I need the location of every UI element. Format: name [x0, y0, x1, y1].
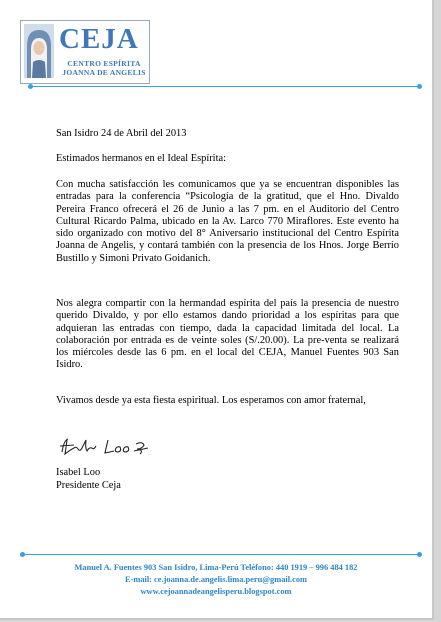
logo-brand-text: CEJA: [59, 23, 139, 55]
rule-dot: [20, 552, 25, 557]
footer-address: Manuel A. Fuentes 903 San Isidro, Lima-Perú Teléfono: 440 1919 – 996 484 182: [74, 563, 358, 572]
handwritten-signature: [58, 436, 158, 458]
rule-dot: [417, 84, 422, 89]
letter-paragraph-3: Vivamos desde ya esta fiesta espiritual. Los esperamos con amor fraternal,: [56, 395, 366, 406]
letter-paragraph-2: Nos alegra compartir con la hermandad espírita del país la presencia de nuestro querido Divaldo, y por ello estamos dando prioridad a los espíritas para que adquieran las entradas con tiempo, dada la capacidad limitada del local. La colaboración por entrada es de veinte soles (S/.20.00). La pre-venta se realizará los miércoles desde las 6 pm. en el local del CEJA, Manuel Fuentes 903 San Isidro.: [56, 298, 399, 371]
footer-website: www.cejoannadeangelisperu.blogspot.com: [140, 587, 292, 596]
portrait-icon: [24, 24, 54, 78]
footer-rule: [22, 554, 420, 555]
logo-subtitle-1: CENTRO ESPÍRITA: [67, 59, 141, 68]
letter-paragraph-1: Con mucha satisfacción les comunicamos que ya se encuentran disponibles las entradas para la conferencia “Psicología de la gratitud, que el Hno. Divaldo Pereira Franco ofrecerá el 26 de Junio a las 7 pm. en el Auditorio del Centro Cultural Ricardo Palma, ubicado en la Av. Larco 770 Miraflores. Este evento ha sido organizado con motivo del 8° Aniversario institucional del Centro Espírita Joanna de Angelis, y contará también con la presencia de los Hnos. Jorge Berrío Bustillo y Simoni Privato Goidanich.: [56, 179, 399, 264]
letter-date: San Isidro 24 de Abril del 2013: [56, 128, 187, 139]
letter-greeting: Estimados hermanos en el Ideal Espírita:: [56, 153, 226, 164]
logo-subtitle-2: JOANNA DE ANGELIS: [62, 68, 146, 77]
rule-dot: [417, 552, 422, 557]
rule-dot: [28, 84, 33, 89]
signer-title: Presidente Ceja: [56, 480, 121, 491]
signer-name: Isabel Loo: [56, 467, 101, 478]
footer-email: E-mail: ce.joanna.de.angelis.lima.peru@gmail.com: [124, 575, 308, 584]
ceja-logo: [20, 20, 150, 84]
header-rule: [30, 86, 420, 87]
